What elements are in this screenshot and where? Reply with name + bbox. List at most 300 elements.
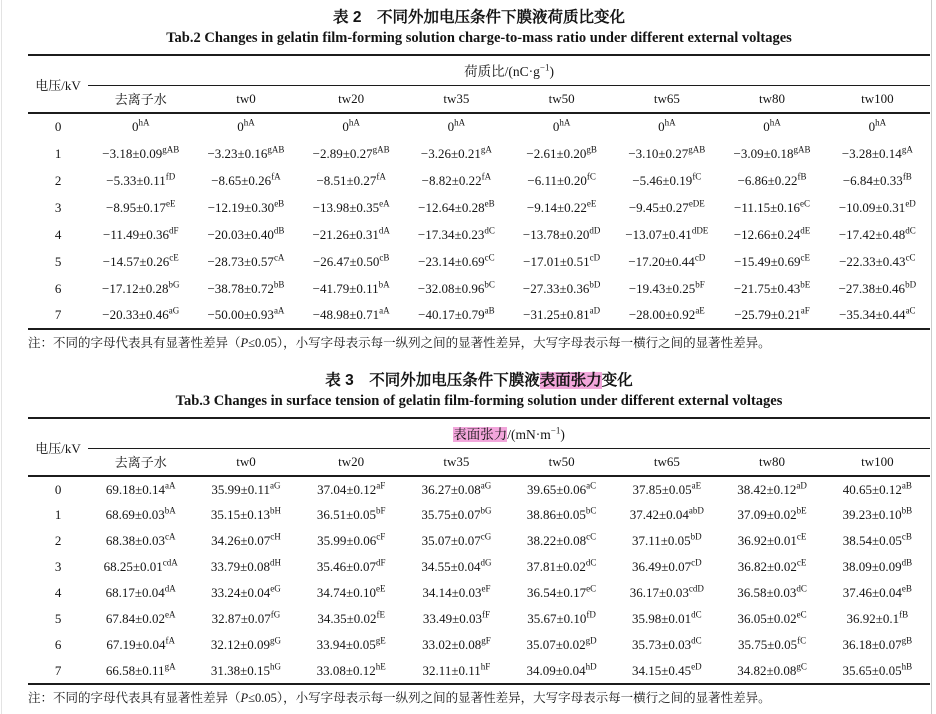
data-cell <box>88 476 193 502</box>
cell-superscript: gC <box>796 661 807 672</box>
cell-superscript: hA <box>664 117 676 128</box>
cell-value: 68.17±0.04 <box>105 585 165 600</box>
data-cell <box>825 275 930 302</box>
section-gap <box>28 351 930 371</box>
cell-superscript: cdD <box>688 583 704 594</box>
cell-value: 33.49±0.03 <box>422 611 482 626</box>
data-cell <box>404 528 509 554</box>
cell-superscript: aA <box>165 480 176 491</box>
voltage-cell: 6 <box>54 637 62 652</box>
cell-superscript: cE <box>169 252 179 263</box>
cell-value: 33.08±0.12 <box>316 662 376 678</box>
cell-value: 35.75±0.07 <box>421 507 481 522</box>
data-cell <box>825 248 930 275</box>
cell-value: 35.99±0.06 <box>317 533 377 548</box>
cell-value: −12.64±0.28 <box>418 199 485 215</box>
cell-superscript: bH <box>270 505 282 516</box>
data-cell <box>719 194 824 221</box>
cell-superscript: aE <box>695 305 705 316</box>
data-cell <box>614 528 719 554</box>
column-header: tw20 <box>299 448 404 476</box>
data-cell <box>88 113 193 140</box>
cell-superscript: bA <box>378 279 390 290</box>
data-cell <box>614 221 719 248</box>
data-cell <box>614 248 719 275</box>
cell-value: −12.19±0.30 <box>207 199 275 215</box>
data-cell <box>88 221 193 248</box>
cell-superscript: gE <box>375 635 386 646</box>
cell-superscript: bD <box>690 531 702 542</box>
data-cell <box>88 606 193 632</box>
cell-value: −3.10±0.27 <box>628 145 689 161</box>
data-cell <box>193 476 298 502</box>
cell-value: −21.75±0.43 <box>733 280 801 296</box>
cell-value: 38.42±0.12 <box>737 481 797 497</box>
cell-superscript: dB <box>273 225 285 236</box>
cell-value: −19.43±0.25 <box>628 280 696 296</box>
voltage-cell: 4 <box>54 226 62 242</box>
data-cell <box>299 302 404 329</box>
voltage-cell: 7 <box>54 307 62 322</box>
cell-value: 32.87±0.07 <box>211 611 271 626</box>
cell-superscript: dF <box>375 557 386 568</box>
data-cell <box>614 275 719 302</box>
cell-superscript: dG <box>480 557 492 568</box>
cell-value: 66.58±0.11 <box>105 662 165 678</box>
cell-superscript: cG <box>480 531 492 542</box>
data-cell <box>193 248 298 275</box>
cell-superscript: eE <box>586 198 597 209</box>
cell-superscript: fD <box>586 609 596 620</box>
column-header: 去离子水 <box>88 85 193 113</box>
data-cell <box>299 554 404 580</box>
data-cell <box>88 302 193 329</box>
data-cell <box>509 528 614 554</box>
cell-superscript: dC <box>691 635 702 646</box>
table3-title-pre: 表 3 不同外加电压条件下膜液 <box>325 372 540 389</box>
cell-value: 0 <box>342 119 349 134</box>
cell-value: 38.86±0.05 <box>526 507 586 522</box>
cell-superscript: fA <box>376 171 386 182</box>
data-cell <box>614 554 719 580</box>
voltage-cell: 7 <box>54 662 62 678</box>
cell-superscript: hG <box>270 661 282 672</box>
data-cell <box>299 167 404 194</box>
column-header: tw50 <box>509 448 614 476</box>
data-cell <box>404 502 509 528</box>
cell-superscript: aG <box>480 480 492 491</box>
cell-superscript: eDE <box>688 198 705 209</box>
data-cell <box>825 528 930 554</box>
data-cell <box>825 502 930 528</box>
cell-value: −21.26±0.31 <box>312 226 379 242</box>
table3-unit-sup: −1 <box>550 425 561 436</box>
voltage-cell: 2 <box>54 533 62 548</box>
cell-superscript: cB <box>901 531 912 542</box>
table2 <box>28 54 930 330</box>
cell-value: 68.69±0.03 <box>105 507 165 522</box>
data-cell <box>404 554 509 580</box>
table-row <box>28 658 930 684</box>
column-header: tw0 <box>193 448 298 476</box>
voltage-cell: 5 <box>54 253 62 269</box>
cell-superscript: cE <box>796 557 807 568</box>
data-cell <box>825 606 930 632</box>
cell-value: 34.82±0.08 <box>737 662 797 678</box>
cell-value: −13.07±0.41 <box>625 226 692 242</box>
cell-value: −9.14±0.22 <box>526 199 587 215</box>
cell-value: 67.84±0.02 <box>105 611 166 626</box>
data-cell <box>299 658 404 684</box>
data-cell <box>193 275 298 302</box>
data-cell <box>404 248 509 275</box>
voltage-cell: 4 <box>54 585 62 600</box>
cell-superscript: aD <box>589 305 601 316</box>
cell-superscript: hA <box>138 117 150 128</box>
voltage-cell: 3 <box>54 199 62 215</box>
table-row <box>28 632 930 658</box>
data-cell <box>193 502 298 528</box>
cell-value: 36.27±0.08 <box>421 481 481 497</box>
cell-value: −48.98±0.71 <box>312 307 380 322</box>
cell-value: −35.34±0.44 <box>839 307 906 322</box>
column-header: tw80 <box>719 85 824 113</box>
data-cell <box>509 167 614 194</box>
cell-value: 36.58±0.03 <box>737 585 797 600</box>
data-cell <box>404 140 509 167</box>
cell-superscript: cA <box>273 252 285 263</box>
table3-body <box>28 476 930 684</box>
cell-value: −27.38±0.46 <box>838 280 906 296</box>
table-row <box>28 302 930 329</box>
table2-unit-text: 荷质比/(nC·g <box>464 64 540 80</box>
column-header: 去离子水 <box>88 448 193 476</box>
column-header: tw100 <box>825 448 930 476</box>
cell-superscript: hF <box>480 661 491 672</box>
cell-value: 37.81±0.02 <box>526 559 586 574</box>
data-cell <box>88 658 193 684</box>
table3-voltage-header: 电压/kV <box>28 418 88 476</box>
cell-superscript: dH <box>270 557 282 568</box>
cell-superscript: aF <box>376 480 386 491</box>
cell-superscript: fB <box>902 171 912 182</box>
table-row <box>28 140 930 167</box>
cell-value: −17.12±0.28 <box>102 280 169 296</box>
cell-value: 38.22±0.08 <box>527 533 587 548</box>
cell-value: −22.33±0.43 <box>839 253 906 269</box>
cell-value: −6.86±0.22 <box>737 172 798 188</box>
cell-superscript: fD <box>165 171 176 182</box>
table-row <box>28 554 930 580</box>
data-cell <box>509 113 614 140</box>
cell-superscript: cC <box>586 531 597 542</box>
note-text: 注：不同的字母代表具有显著性差异（ <box>28 336 241 350</box>
cell-superscript: fE <box>376 609 385 620</box>
data-cell <box>193 167 298 194</box>
cell-superscript: cA <box>165 531 176 542</box>
cell-superscript: dD <box>589 225 601 236</box>
cell-value: 35.65±0.05 <box>842 662 902 678</box>
page-left-border <box>1 0 2 714</box>
cell-superscript: gA <box>164 661 176 672</box>
cell-value: 35.07±0.02 <box>526 637 586 652</box>
cell-value: −28.00±0.92 <box>628 307 696 322</box>
cell-value: −40.17±0.79 <box>418 307 485 322</box>
cell-value: −17.34±0.23 <box>417 226 485 242</box>
cell-superscript: fC <box>797 635 807 646</box>
cell-superscript: gB <box>901 635 913 646</box>
cell-superscript: hA <box>875 117 887 128</box>
data-cell <box>614 502 719 528</box>
data-cell <box>509 554 614 580</box>
cell-value: −6.11±0.20 <box>527 172 587 188</box>
data-cell <box>719 167 824 194</box>
cell-value: 34.55±0.04 <box>421 559 481 574</box>
cell-value: 67.19±0.04 <box>106 637 166 652</box>
data-cell <box>825 167 930 194</box>
data-cell <box>299 476 404 502</box>
cell-superscript: gAB <box>793 144 811 155</box>
data-cell <box>88 140 193 167</box>
cell-value: −5.46±0.19 <box>632 172 693 188</box>
cell-value: 37.46±0.04 <box>842 585 902 600</box>
cell-superscript: hA <box>559 117 571 128</box>
data-cell <box>719 658 824 684</box>
data-cell <box>719 302 824 329</box>
data-cell <box>509 580 614 606</box>
table2-note <box>28 335 930 351</box>
cell-superscript: fA <box>481 171 492 182</box>
cell-value: 35.98±0.01 <box>632 611 692 626</box>
cell-superscript: abD <box>688 505 704 516</box>
data-cell <box>88 194 193 221</box>
table3-title-en: Tab.3 Changes in surface tension of gelatin film-forming solution under different external voltages <box>175 393 783 409</box>
data-cell <box>719 476 824 502</box>
note-text: ≤0.05），小写字母表示每一纵列之间的显著性差异，大写字母表示每一横行之间的显著性差异。 <box>248 336 771 350</box>
cell-value: 0 <box>552 119 560 134</box>
note-text: 注：不同的字母代表具有显著性差异（ <box>28 691 241 705</box>
table3-title-highlight: 表面张力 <box>539 372 602 389</box>
data-cell <box>719 275 824 302</box>
data-cell <box>404 580 509 606</box>
cell-superscript: cD <box>691 557 702 568</box>
table-row <box>28 502 930 528</box>
cell-superscript: eE <box>165 198 176 209</box>
cell-value: −12.66±0.24 <box>733 226 801 242</box>
cell-value: −32.08±0.96 <box>417 280 485 296</box>
table-row <box>28 194 930 221</box>
voltage-cell: 5 <box>54 611 62 626</box>
data-cell <box>299 194 404 221</box>
data-cell <box>299 248 404 275</box>
cell-superscript: dC <box>691 609 702 620</box>
cell-value: 35.73±0.03 <box>632 637 692 652</box>
cell-superscript: eA <box>165 609 176 620</box>
cell-superscript: dC <box>905 225 916 236</box>
cell-superscript: eG <box>270 583 281 594</box>
cell-superscript: eD <box>691 661 702 672</box>
cell-value: 0 <box>447 119 455 134</box>
cell-superscript: bG <box>480 505 492 516</box>
data-cell <box>88 554 193 580</box>
cell-value: −8.65±0.26 <box>211 172 272 188</box>
cell-superscript: aE <box>691 480 702 491</box>
cell-value: 33.24±0.04 <box>211 585 271 600</box>
cell-superscript: bG <box>168 279 180 290</box>
cell-value: −23.14±0.69 <box>418 253 485 269</box>
data-cell <box>719 502 824 528</box>
data-cell <box>825 140 930 167</box>
cell-superscript: dC <box>796 583 807 594</box>
cell-value: 36.18±0.07 <box>842 637 902 652</box>
table2-title-en: Tab.2 Changes in gelatin film-forming solution charge-to-mass ratio under different external voltages <box>166 30 792 46</box>
data-cell <box>509 476 614 502</box>
cell-superscript: fB <box>899 609 909 620</box>
note-text: ≤0.05），小写字母表示每一纵列之间的显著性差异，大写字母表示每一横行之间的显著性差异。 <box>248 691 771 705</box>
cell-value: −6.84±0.33 <box>842 172 903 188</box>
cell-superscript: gD <box>585 635 597 646</box>
voltage-cell: 1 <box>54 507 62 522</box>
column-header: tw80 <box>719 448 824 476</box>
cell-superscript: eF <box>481 583 491 594</box>
cell-value: 0 <box>237 119 244 134</box>
cell-superscript: eE <box>375 583 386 594</box>
cell-value: 0 <box>763 119 770 134</box>
data-cell <box>193 632 298 658</box>
cell-value: 32.11±0.11 <box>422 662 481 678</box>
cell-superscript: eC <box>800 198 811 209</box>
cell-superscript: cdA <box>162 557 178 568</box>
data-cell <box>825 302 930 329</box>
cell-value: 36.54±0.17 <box>527 585 587 600</box>
cell-value: −26.47±0.50 <box>312 253 380 269</box>
cell-superscript: bC <box>585 505 597 516</box>
cell-superscript: eB <box>901 583 912 594</box>
cell-value: 35.67±0.10 <box>527 611 587 626</box>
cell-superscript: aD <box>796 480 807 491</box>
data-cell <box>509 632 614 658</box>
data-cell <box>404 275 509 302</box>
data-cell <box>193 554 298 580</box>
cell-value: −38.78±0.72 <box>207 280 274 296</box>
cell-superscript: dC <box>484 225 495 236</box>
cell-superscript: cE <box>800 252 811 263</box>
table-row <box>28 606 930 632</box>
data-cell <box>509 194 614 221</box>
cell-value: 38.09±0.09 <box>842 559 902 574</box>
data-cell <box>88 502 193 528</box>
cell-value: −14.57±0.26 <box>102 253 170 269</box>
cell-superscript: hA <box>454 117 466 128</box>
data-cell <box>404 476 509 502</box>
data-cell <box>299 502 404 528</box>
cell-value: 39.23±0.10 <box>842 507 902 522</box>
voltage-cell: 2 <box>54 172 62 188</box>
table2-unit-close: ) <box>549 64 554 80</box>
cell-value: −2.61±0.20 <box>526 145 587 161</box>
data-cell <box>193 302 298 329</box>
cell-value: 34.26±0.07 <box>211 533 271 548</box>
cell-superscript: aB <box>901 480 912 491</box>
cell-value: −17.42±0.48 <box>838 226 906 242</box>
data-cell <box>825 580 930 606</box>
data-cell <box>193 113 298 140</box>
cell-value: 34.09±0.04 <box>526 662 586 678</box>
data-cell <box>509 606 614 632</box>
data-cell <box>299 275 404 302</box>
cell-superscript: gAB <box>372 144 390 155</box>
cell-superscript: dF <box>168 225 179 236</box>
table3-section <box>28 371 930 706</box>
cell-value: 36.05±0.02 <box>737 611 797 626</box>
cell-value: −50.00±0.93 <box>207 307 274 322</box>
cell-superscript: bD <box>905 279 917 290</box>
cell-superscript: bE <box>800 279 811 290</box>
column-header: tw100 <box>825 85 930 113</box>
cell-value: 68.25±0.01 <box>103 559 163 574</box>
table3-unit-close: ) <box>560 427 565 443</box>
cell-superscript: bF <box>375 505 386 516</box>
data-cell <box>614 194 719 221</box>
cell-value: 0 <box>131 119 139 134</box>
data-cell <box>193 528 298 554</box>
cell-superscript: cC <box>484 252 495 263</box>
cell-superscript: cD <box>694 252 706 263</box>
table3-spanner-row <box>28 418 930 448</box>
cell-superscript: eC <box>796 609 807 620</box>
cell-superscript: cC <box>905 252 916 263</box>
data-cell <box>719 113 824 140</box>
cell-value: 36.92±0.01 <box>737 533 797 548</box>
cell-superscript: gA <box>901 144 913 155</box>
cell-superscript: aG <box>270 480 281 491</box>
data-cell <box>719 528 824 554</box>
cell-superscript: fB <box>797 171 807 182</box>
cell-superscript: aC <box>586 480 597 491</box>
data-cell <box>719 606 824 632</box>
cell-superscript: bF <box>695 279 705 290</box>
voltage-cell: 6 <box>54 280 62 296</box>
cell-value: 34.35±0.02 <box>317 611 377 626</box>
cell-value: 37.42±0.04 <box>629 507 689 522</box>
table3 <box>28 417 930 685</box>
data-cell <box>614 140 719 167</box>
table-row <box>28 580 930 606</box>
column-header: tw65 <box>614 85 719 113</box>
data-cell <box>719 632 824 658</box>
voltage-cell: 0 <box>54 119 62 134</box>
data-cell <box>614 580 719 606</box>
data-cell <box>193 221 298 248</box>
cell-superscript: hD <box>585 661 597 672</box>
data-cell <box>299 528 404 554</box>
cell-superscript: eB <box>274 198 285 209</box>
table3-title-cn <box>28 371 930 390</box>
cell-superscript: dB <box>901 557 913 568</box>
data-cell <box>614 302 719 329</box>
data-cell <box>719 221 824 248</box>
table2-voltage-header: 电压/kV <box>28 55 88 113</box>
data-cell <box>614 167 719 194</box>
table-row <box>28 476 930 502</box>
data-cell <box>404 632 509 658</box>
cell-superscript: hA <box>243 117 255 128</box>
data-cell <box>614 476 719 502</box>
cell-superscript: fF <box>481 609 490 620</box>
data-cell <box>509 302 614 329</box>
data-cell <box>825 658 930 684</box>
cell-superscript: aG <box>168 305 180 316</box>
